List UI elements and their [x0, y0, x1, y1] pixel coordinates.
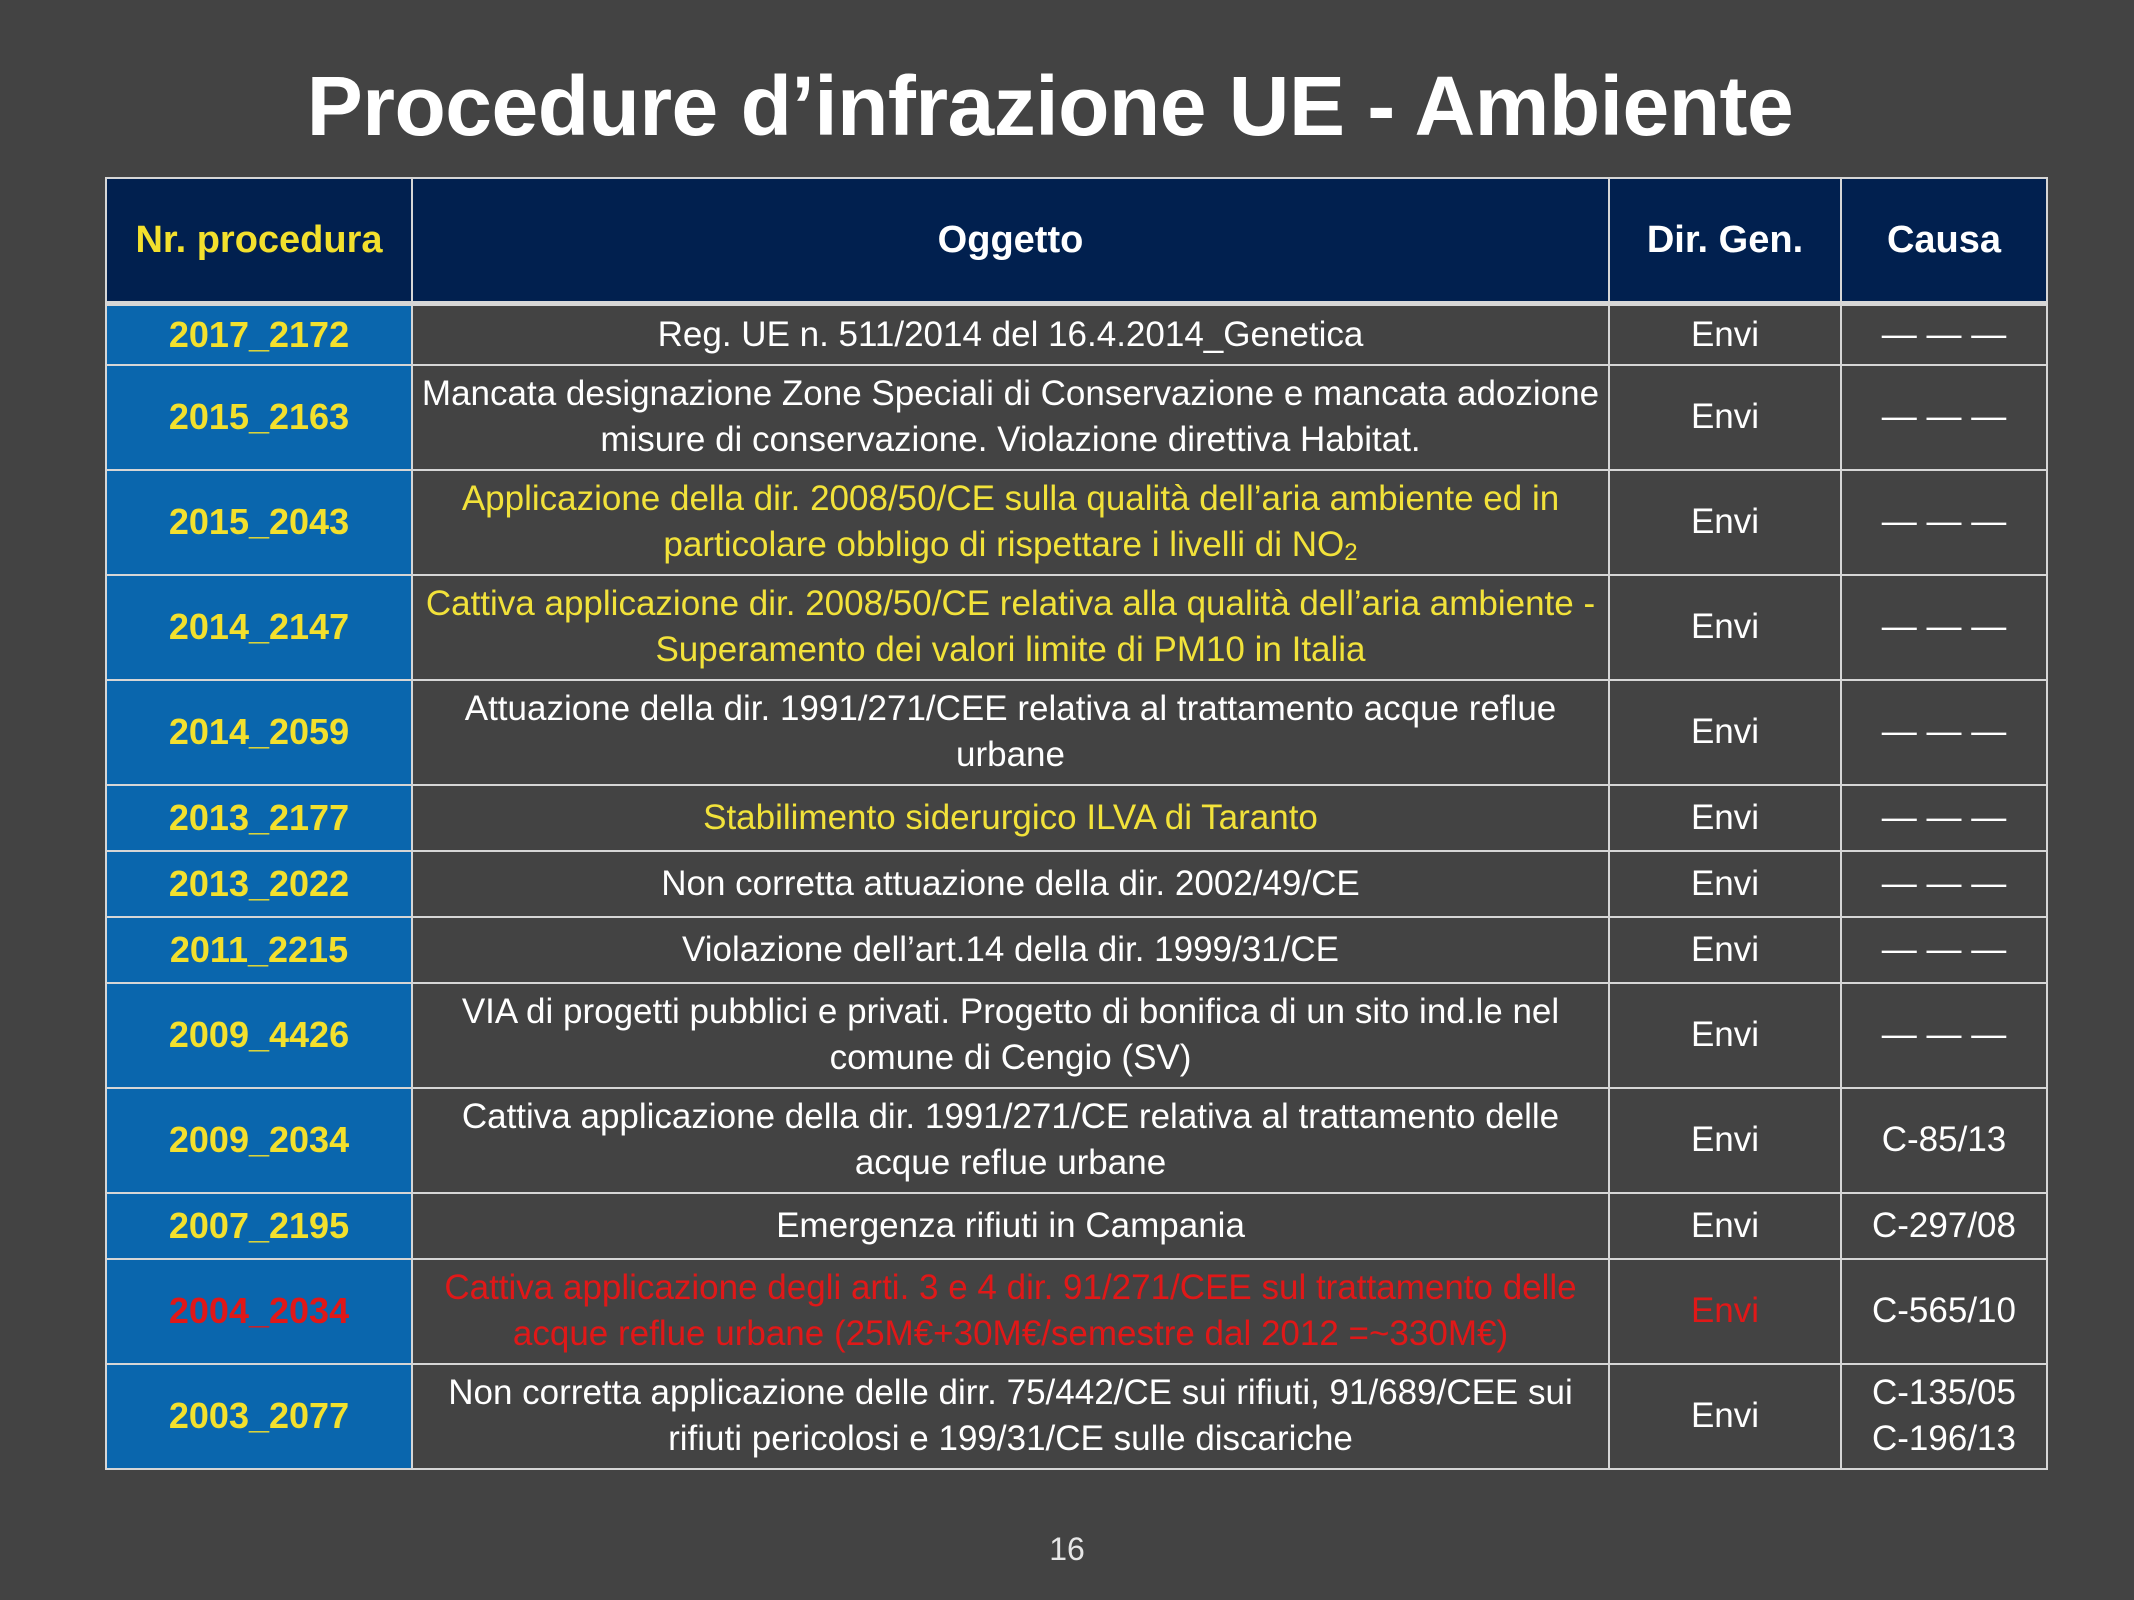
directorate-general: Envi: [1609, 1193, 1841, 1259]
procedure-subject: Non corretta applicazione delle dirr. 75/442/CE sui rifiuti, 91/689/CEE sui rifiuti pericolosi e 199/31/CE sulle discariche: [412, 1364, 1609, 1469]
case-reference: — — —: [1841, 917, 2047, 983]
case-reference: — — —: [1841, 851, 2047, 917]
procedure-number: 2017_2172: [106, 304, 412, 365]
procedure-number: 2014_2059: [106, 680, 412, 785]
infringement-table: [105, 177, 2048, 1470]
procedure-number: 2013_2022: [106, 851, 412, 917]
procedure-subject: VIA di progetti pubblici e privati. Progetto di bonifica di un sito ind.le nel comune di Cengio (SV): [412, 983, 1609, 1088]
table-row: [106, 917, 2047, 983]
table-row: [106, 1193, 2047, 1259]
directorate-general: Envi: [1609, 983, 1841, 1088]
table-row: [106, 1364, 2047, 1469]
procedure-subject: Violazione dell’art.14 della dir. 1999/31/CE: [412, 917, 1609, 983]
header-oggetto: Oggetto: [412, 178, 1609, 304]
case-reference: C-565/10: [1841, 1259, 2047, 1364]
procedure-subject: Stabilimento siderurgico ILVA di Taranto: [412, 785, 1609, 851]
procedure-number: 2015_2163: [106, 365, 412, 470]
procedure-subject: Cattiva applicazione degli arti. 3 e 4 dir. 91/271/CEE sul trattamento delle acque reflue urbane (25M€+30M€/semestre dal 2012 =~330M€): [412, 1259, 1609, 1364]
procedure-number: 2013_2177: [106, 785, 412, 851]
directorate-general: Envi: [1609, 785, 1841, 851]
case-reference: [1841, 1364, 2047, 1469]
case-reference: — — —: [1841, 785, 2047, 851]
directorate-general: Envi: [1609, 304, 1841, 365]
procedure-subject: Attuazione della dir. 1991/271/CEE relativa al trattamento acque reflue urbane: [412, 680, 1609, 785]
header-nr-procedura: Nr. procedura: [106, 178, 412, 304]
procedure-subject: Emergenza rifiuti in Campania: [412, 1193, 1609, 1259]
directorate-general: Envi: [1609, 851, 1841, 917]
slide-title: Procedure d’infrazione UE - Ambiente: [306, 59, 1794, 153]
directorate-general: Envi: [1609, 1259, 1841, 1364]
case-reference: — — —: [1841, 680, 2047, 785]
directorate-general: Envi: [1609, 365, 1841, 470]
table-row: [106, 575, 2047, 680]
procedure-number: 2004_2034: [106, 1259, 412, 1364]
header-dir-gen: Dir. Gen.: [1609, 178, 1841, 304]
procedure-subject: Reg. UE n. 511/2014 del 16.4.2014_Genetica: [412, 304, 1609, 365]
procedure-number: 2015_2043: [106, 470, 412, 575]
table-row: [106, 983, 2047, 1088]
case-reference-line: C-196/13: [1872, 1419, 2016, 1458]
table-header-row: [106, 178, 2047, 304]
procedure-subject: Non corretta attuazione della dir. 2002/49/CE: [412, 851, 1609, 917]
table-row: [106, 1088, 2047, 1193]
procedure-subject: [412, 470, 1609, 575]
procedure-number: 2011_2215: [106, 917, 412, 983]
case-reference: C-85/13: [1841, 1088, 2047, 1193]
directorate-general: Envi: [1609, 1364, 1841, 1469]
case-reference: — — —: [1841, 470, 2047, 575]
directorate-general: Envi: [1609, 575, 1841, 680]
procedure-number: 2009_2034: [106, 1088, 412, 1193]
directorate-general: Envi: [1609, 1088, 1841, 1193]
table-row: [106, 785, 2047, 851]
header-causa: Causa: [1841, 178, 2047, 304]
procedure-number: 2014_2147: [106, 575, 412, 680]
table-row: [106, 680, 2047, 785]
procedure-subject: Cattiva applicazione dir. 2008/50/CE relativa alla qualità dell’aria ambiente - Superamento dei valori limite di PM10 in Italia: [412, 575, 1609, 680]
subscript: 2: [1344, 539, 1358, 566]
procedure-number: 2003_2077: [106, 1364, 412, 1469]
case-reference: — — —: [1841, 575, 2047, 680]
table-row: [106, 1259, 2047, 1364]
procedure-subject: Mancata designazione Zone Speciali di Conservazione e mancata adozione misure di conservazione. Violazione direttiva Habitat.: [412, 365, 1609, 470]
procedure-subject: Cattiva applicazione della dir. 1991/271/CE relativa al trattamento delle acque reflue urbane: [412, 1088, 1609, 1193]
procedure-subject-text: Applicazione della dir. 2008/50/CE sulla qualità dell’aria ambiente ed in particolare obbligo di rispettare i livelli di NO: [461, 479, 1560, 564]
directorate-general: Envi: [1609, 917, 1841, 983]
page-number: 16: [1049, 1531, 1085, 1567]
table-row: [106, 304, 2047, 365]
table-row: [106, 851, 2047, 917]
case-reference-line: C-135/05: [1872, 1373, 2016, 1412]
case-reference: — — —: [1841, 304, 2047, 365]
directorate-general: Envi: [1609, 680, 1841, 785]
case-reference: C-297/08: [1841, 1193, 2047, 1259]
table-row: [106, 365, 2047, 470]
procedure-number: 2009_4426: [106, 983, 412, 1088]
table-row: [106, 470, 2047, 575]
directorate-general: Envi: [1609, 470, 1841, 575]
procedure-number: 2007_2195: [106, 1193, 412, 1259]
case-reference: — — —: [1841, 365, 2047, 470]
case-reference: — — —: [1841, 983, 2047, 1088]
